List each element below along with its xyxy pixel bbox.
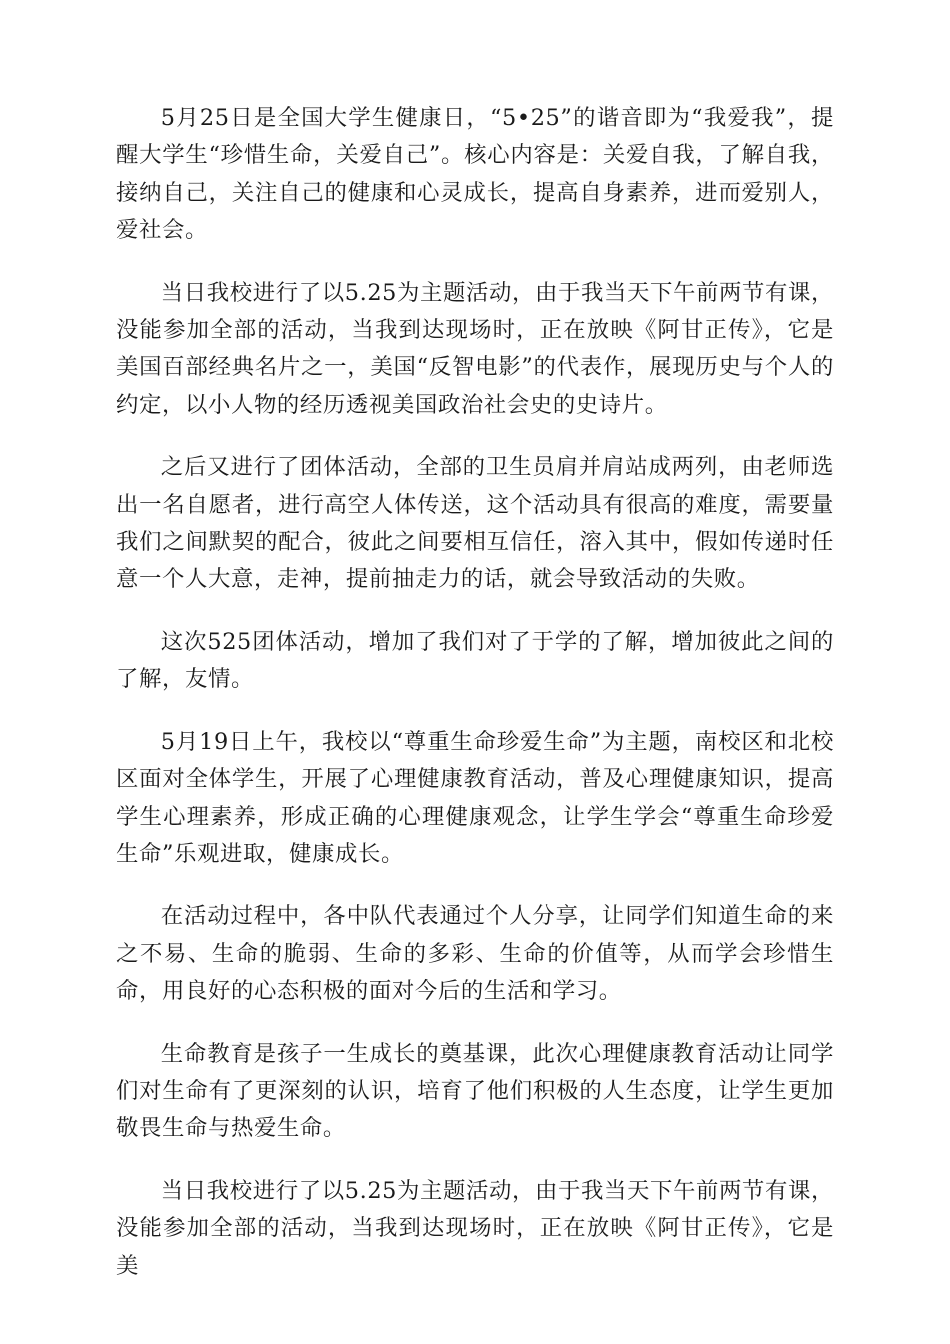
paragraph: 当日我校进行了以5.25为主题活动，由于我当天下午前两节有课，没能参加全部的活动，当我到达现场时，正在放映《阿甘正传》，它是美: [116, 1177, 834, 1279]
paragraph: 当日我校进行了以5.25为主题活动，由于我当天下午前两节有课，没能参加全部的活动，当我到达现场时，正在放映《阿甘正传》，它是美国百部经典名片之一，美国“反智电影”的代表作，展现历史与个人的约定，以小人物的经历透视美国政治社会史的史诗片。: [116, 279, 834, 418]
paragraph: 这次525团体活动，增加了我们对了于学的了解，增加彼此之间的了解，友情。: [116, 628, 834, 693]
paragraph: 在活动过程中，各中队代表通过个人分享，让同学们知道生命的来之不易、生命的脆弱、生命的多彩、生命的价值等，从而学会珍惜生命，用良好的心态积极的面对今后的生活和学习。: [116, 903, 834, 1005]
document-page: [116, 100, 834, 1310]
paragraph: 之后又进行了团体活动，全部的卫生员肩并肩站成两列，由老师选出一名自愿者，进行高空人体传送，这个活动具有很高的难度，需要量我们之间默契的配合，彼此之间要相互信任，溶入其中，假如传递时任意一个人大意，走神，提前抽走力的话，就会导致活动的失败。: [116, 454, 834, 593]
paragraph: 5月25日是全国大学生健康日，“5•25”的谐音即为“我爱我”，提醒大学生“珍惜生命，关爱自己”。核心内容是：关爱自我，了解自我，接纳自己，关注自己的健康和心灵成长，提高自身素养，进而爱别人，爱社会。: [116, 105, 834, 244]
paragraph: 5月19日上午，我校以“尊重生命珍爱生命”为主题，南校区和北校区面对全体学生，开展了心理健康教育活动，普及心理健康知识，提高学生心理素养，形成正确的心理健康观念，让学生学会“尊重生命珍爱生命”乐观进取，健康成长。: [116, 728, 834, 867]
paragraph: 生命教育是孩子一生成长的奠基课，此次心理健康教育活动让同学们对生命有了更深刻的认识，培育了他们积极的人生态度，让学生更加敬畏生命与热爱生命。: [116, 1040, 834, 1142]
